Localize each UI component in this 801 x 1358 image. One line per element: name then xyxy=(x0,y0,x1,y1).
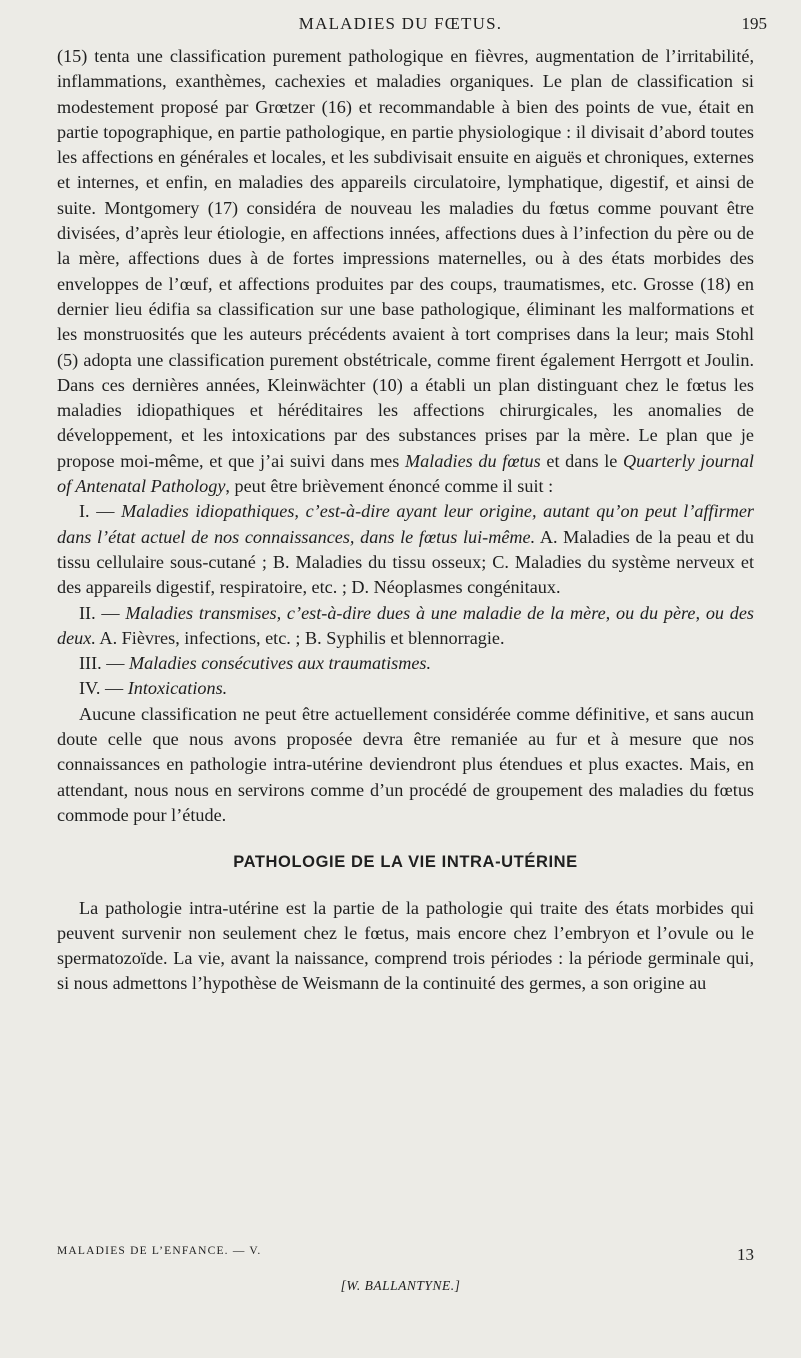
item-title: Maladies idiopathiques, c’est-à-dire ayant leur origine, autant qu’on peut l’affirmer dans l’état actuel de nos connaissances, dans le fœtus lui-même. xyxy=(57,501,754,547)
paragraph-text: , peut être brièvement énoncé comme il suit : xyxy=(225,476,554,497)
paragraph-classification-note: Aucune classification ne peut être actuellement considérée comme définitive, et sans aucun doute celle que nous avons proposée devra être remaniée au fur et à mesure que nos connaissances en pathologie intra-utérine deviendront plus étendues et plus exactes. Mais, en attendant, nous nous en servirons comme d’un procédé de groupement des maladies du fœtus commode pour l’étude. xyxy=(57,703,754,825)
item-number: IV. — xyxy=(79,678,128,699)
signature-number: 13 xyxy=(737,1245,754,1264)
item-detail: A. Fièvres, infections, etc. ; B. Syphilis et blennorragie. xyxy=(95,627,505,648)
item-number: II. — xyxy=(79,602,126,623)
item-title: Maladies transmises, c’est-à-dire dues à une maladie de la mère, ou du père, ou des deux. xyxy=(57,602,755,648)
journal-title: Quarterly journal of Antenatal Pathology xyxy=(57,450,754,497)
paragraph-text: et dans le xyxy=(540,450,624,471)
item-title: Intoxications. xyxy=(127,678,228,699)
section-heading: PATHOLOGIE DE LA VIE INTRA-UTÉRINE xyxy=(233,853,578,872)
classification-item-1 xyxy=(57,499,754,600)
page-number: 195 xyxy=(741,14,767,33)
item-number: III. — xyxy=(79,653,129,674)
footer-signature xyxy=(57,1245,754,1267)
item-title: Maladies consécutives aux traumatismes. xyxy=(129,653,432,674)
paragraph-intrauterine-pathology: La pathologie intra-utérine est la partie de la pathologie qui traite des états morbides qui peuvent survenir non seulement chez le fœtus, mais encore chez l’embryon et l’ovule ou le spermatozoïde. La vie, avant la naissance, comprend trois périodes : la période germinale qui, si nous admettons l’hypothèse de Weismann de la continuité des germes, a son origine au xyxy=(57,897,754,994)
running-header xyxy=(0,14,801,38)
paragraph-text: (15) tenta une classification purement pathologique en fièvres, augmentation de l’irritabilité, inflammations, exanthèmes, cachexies et maladies organiques. Le plan de classification si modestement proposé par Grœtzer (16) et recommandable à bien des points de vue, était en partie topographique, en partie pathologique, en partie physiologique : il divisait d’abord toutes les affections en générales et locales, et les subdivisait ensuite en aiguës et chroniques, externes et internes, et enfin, en maladies des appareils circulatoire, lymphatique, digestif, et ainsi de suite. Montgomery (17) considéra de nouveau les maladies du fœtus comme pouvant être divisées, d’après leur étiologie, en affections innées, affections dues à l’infection du père ou de la mère, affections dues à de fortes impressions maternelles, ou à des états morbides des enveloppes de l’œuf, et affections produites par des coups, traumatismes, etc. Grosse (18) en dernier lieu édifia sa classification sur une base pathologique, éliminant les malformations et les monstruosités que les auteurs précédents avaient à tort comprises dans la leur; mais Stohl (5) adopta une classification purement obstétricale, comme firent également Herrgott et Joulin. Dans ces dernières années, Kleinwächter (10) a établi un plan distinguant chez le fœtus les maladies idiopathiques et héréditaires les affections chirurgicales, les anomalies de développement, et les intoxications par des substances prises par la mère. Le plan que je propose moi-même, et que j’ai suivi dans mes xyxy=(57,46,754,471)
running-title: MALADIES DU FŒTUS. xyxy=(298,14,503,33)
body-text xyxy=(57,44,754,997)
printer-credit: [W. BALLANTYNE.] xyxy=(340,1278,461,1293)
classification-item-3 xyxy=(57,651,754,676)
paragraph-classification-history xyxy=(57,44,754,499)
signature-mark: MALADIES DE L’ENFANCE. — V. xyxy=(57,1245,262,1257)
item-detail: A. Maladies de la peau et du tissu cellulaire sous-cutané ; B. Maladies du tissu osseux; C. Maladies du système nerveux et des appareils digestif, respiratoire, etc. ; D. Néoplasmes congénitaux. xyxy=(57,526,754,598)
item-number: I. — xyxy=(79,501,122,522)
classification-item-4 xyxy=(57,676,754,701)
book-title: Maladies du fœtus xyxy=(405,450,541,471)
classification-item-2 xyxy=(57,601,754,652)
